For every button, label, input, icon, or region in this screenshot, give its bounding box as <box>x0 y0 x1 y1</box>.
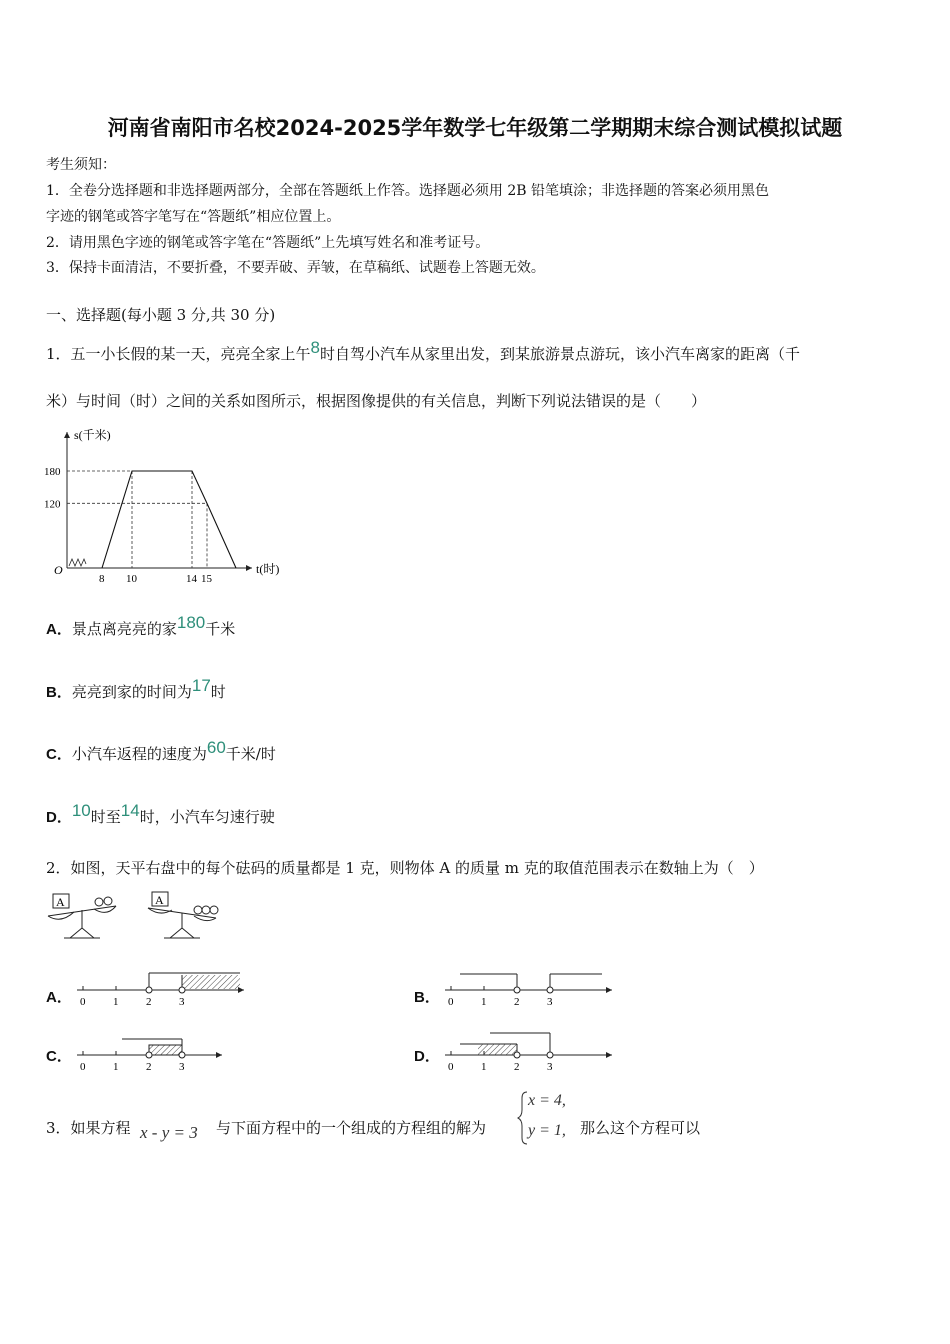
option-text: 景点离亮亮的家 <box>71 620 177 638</box>
scale-object-label: A <box>155 893 164 907</box>
q1-line-2: 米）与时间（时）之间的关系如图所示，根据图像提供的有关信息，判断下列说法错误的是（ ） <box>46 392 707 410</box>
balance-scales <box>44 890 234 945</box>
x-tick-label: 15 <box>201 573 212 585</box>
tick-label: 2 <box>146 996 152 1008</box>
y-tick-label: 120 <box>44 498 61 511</box>
option-number: 60 <box>206 738 226 757</box>
number-line-c <box>72 1030 252 1080</box>
q3-suffix: 那么这个方程可以 <box>580 1119 701 1137</box>
scale-2 <box>148 892 218 938</box>
notice-line-3: 2．请用黑色字迹的钢笔或答字笔在“答题纸”上先填写姓名和准考证号。 <box>46 235 490 251</box>
q1-rest: 时自驾小汽车从家里出发，到某旅游景点游玩，该小汽车离家的距离（千 <box>320 345 801 363</box>
number-line-d <box>440 1030 620 1080</box>
q2-option-a-label[interactable]: A． <box>46 989 72 1006</box>
option-text: 时，小汽车匀速行驶 <box>139 808 275 826</box>
notice-line-1: 1．全卷分选择题和非选择题两部分，全部在答题纸上作答。选择题必须用 2B 铅笔填涂；非选择题的答案必须用黑色 <box>46 183 769 199</box>
q1-prefix: 1．五一小长假的某一天，亮亮全家上午 <box>46 345 311 363</box>
axis-ticks <box>448 986 553 1008</box>
option-number: 14 <box>120 801 140 820</box>
option-text: 时 <box>210 683 226 701</box>
q1-option-b[interactable] <box>46 676 226 702</box>
option-label: A． <box>46 621 72 638</box>
q2-option-b-label[interactable]: B． <box>414 989 440 1006</box>
q1-option-d[interactable] <box>46 801 275 827</box>
q1-option-c[interactable] <box>46 738 276 764</box>
q3-prefix: 3．如果方程 <box>46 1119 131 1137</box>
q1-option-a[interactable] <box>46 613 236 639</box>
q2-option-c-label[interactable]: C． <box>46 1048 72 1065</box>
option-label: B． <box>46 684 72 701</box>
scale-1 <box>48 894 116 938</box>
tick-label: 2 <box>146 1061 152 1073</box>
y-axis-label: s(千米) <box>74 428 111 442</box>
option-text: 千米/时 <box>225 745 276 763</box>
number-line-b <box>440 965 620 1015</box>
tick-label: 3 <box>547 996 553 1008</box>
tick-label: 1 <box>113 1061 119 1073</box>
option-number: 10 <box>71 801 91 820</box>
tick-label: 3 <box>179 996 185 1008</box>
tick-label: 2 <box>514 1061 520 1073</box>
axis-ticks <box>80 986 185 1008</box>
q3-equation: x - y = 3 <box>140 1123 198 1142</box>
tick-label: 0 <box>448 1061 454 1073</box>
notice-line-4: 3．保持卡面清洁，不要折叠，不要弄破、弄皱，在草稿纸、试题卷上答题无效。 <box>46 260 545 276</box>
option-text: 亮亮到家的时间为 <box>71 683 192 701</box>
q1-chart <box>40 420 300 585</box>
option-text: 时至 <box>90 808 121 826</box>
tick-label: 3 <box>179 1061 185 1073</box>
page-title: 河南省南阳市名校2024-2025学年数学七年级第二学期期末综合测试模拟试题 <box>107 116 843 140</box>
q3-solution-x: x = 4, <box>528 1092 566 1109</box>
option-label: D． <box>46 809 72 826</box>
option-text: 小汽车返程的速度为 <box>71 745 207 763</box>
q2-option-d-label[interactable]: D． <box>414 1048 440 1065</box>
tick-label: 1 <box>481 996 487 1008</box>
x-tick-label: 8 <box>99 573 105 585</box>
option-text: 千米 <box>205 620 236 638</box>
q3-solution-y: y = 1, <box>528 1122 566 1139</box>
q1-number-8: 8 <box>310 338 321 357</box>
q3-middle: 与下面方程中的一个组成的方程组的解为 <box>216 1119 487 1137</box>
notice-header: 考生须知： <box>46 157 116 173</box>
x-tick-label: 14 <box>186 573 197 585</box>
q1-line-1 <box>46 338 801 364</box>
tick-label: 1 <box>481 1061 487 1073</box>
axis-break-icon <box>69 559 86 566</box>
scale-object-label: A <box>56 895 65 909</box>
tick-label: 1 <box>113 996 119 1008</box>
distance-series-line <box>102 471 236 568</box>
number-line-a <box>72 965 252 1015</box>
section-heading: 一、选择题(每小题 3 分,共 30 分) <box>46 306 276 324</box>
x-tick-label: 10 <box>126 573 137 585</box>
option-label: C． <box>46 746 72 763</box>
origin-label: O <box>54 563 63 577</box>
option-number: 180 <box>176 613 206 632</box>
tick-label: 0 <box>448 996 454 1008</box>
option-number: 17 <box>191 676 211 695</box>
notice-line-2: 字迹的钢笔或答字笔写在“答题纸”相应位置上。 <box>46 209 341 225</box>
x-axis-label: t(时) <box>256 562 280 576</box>
tick-label: 2 <box>514 996 520 1008</box>
tick-label: 0 <box>80 1061 86 1073</box>
y-tick-label: 180 <box>44 466 61 478</box>
tick-label: 0 <box>80 996 86 1008</box>
tick-label: 3 <box>547 1061 553 1073</box>
q2-text: 2．如图，天平右盘中的每个砝码的质量都是 1 克，则物体 A 的质量 m 克的取值范围表示在数轴上为（ ） <box>46 859 764 877</box>
